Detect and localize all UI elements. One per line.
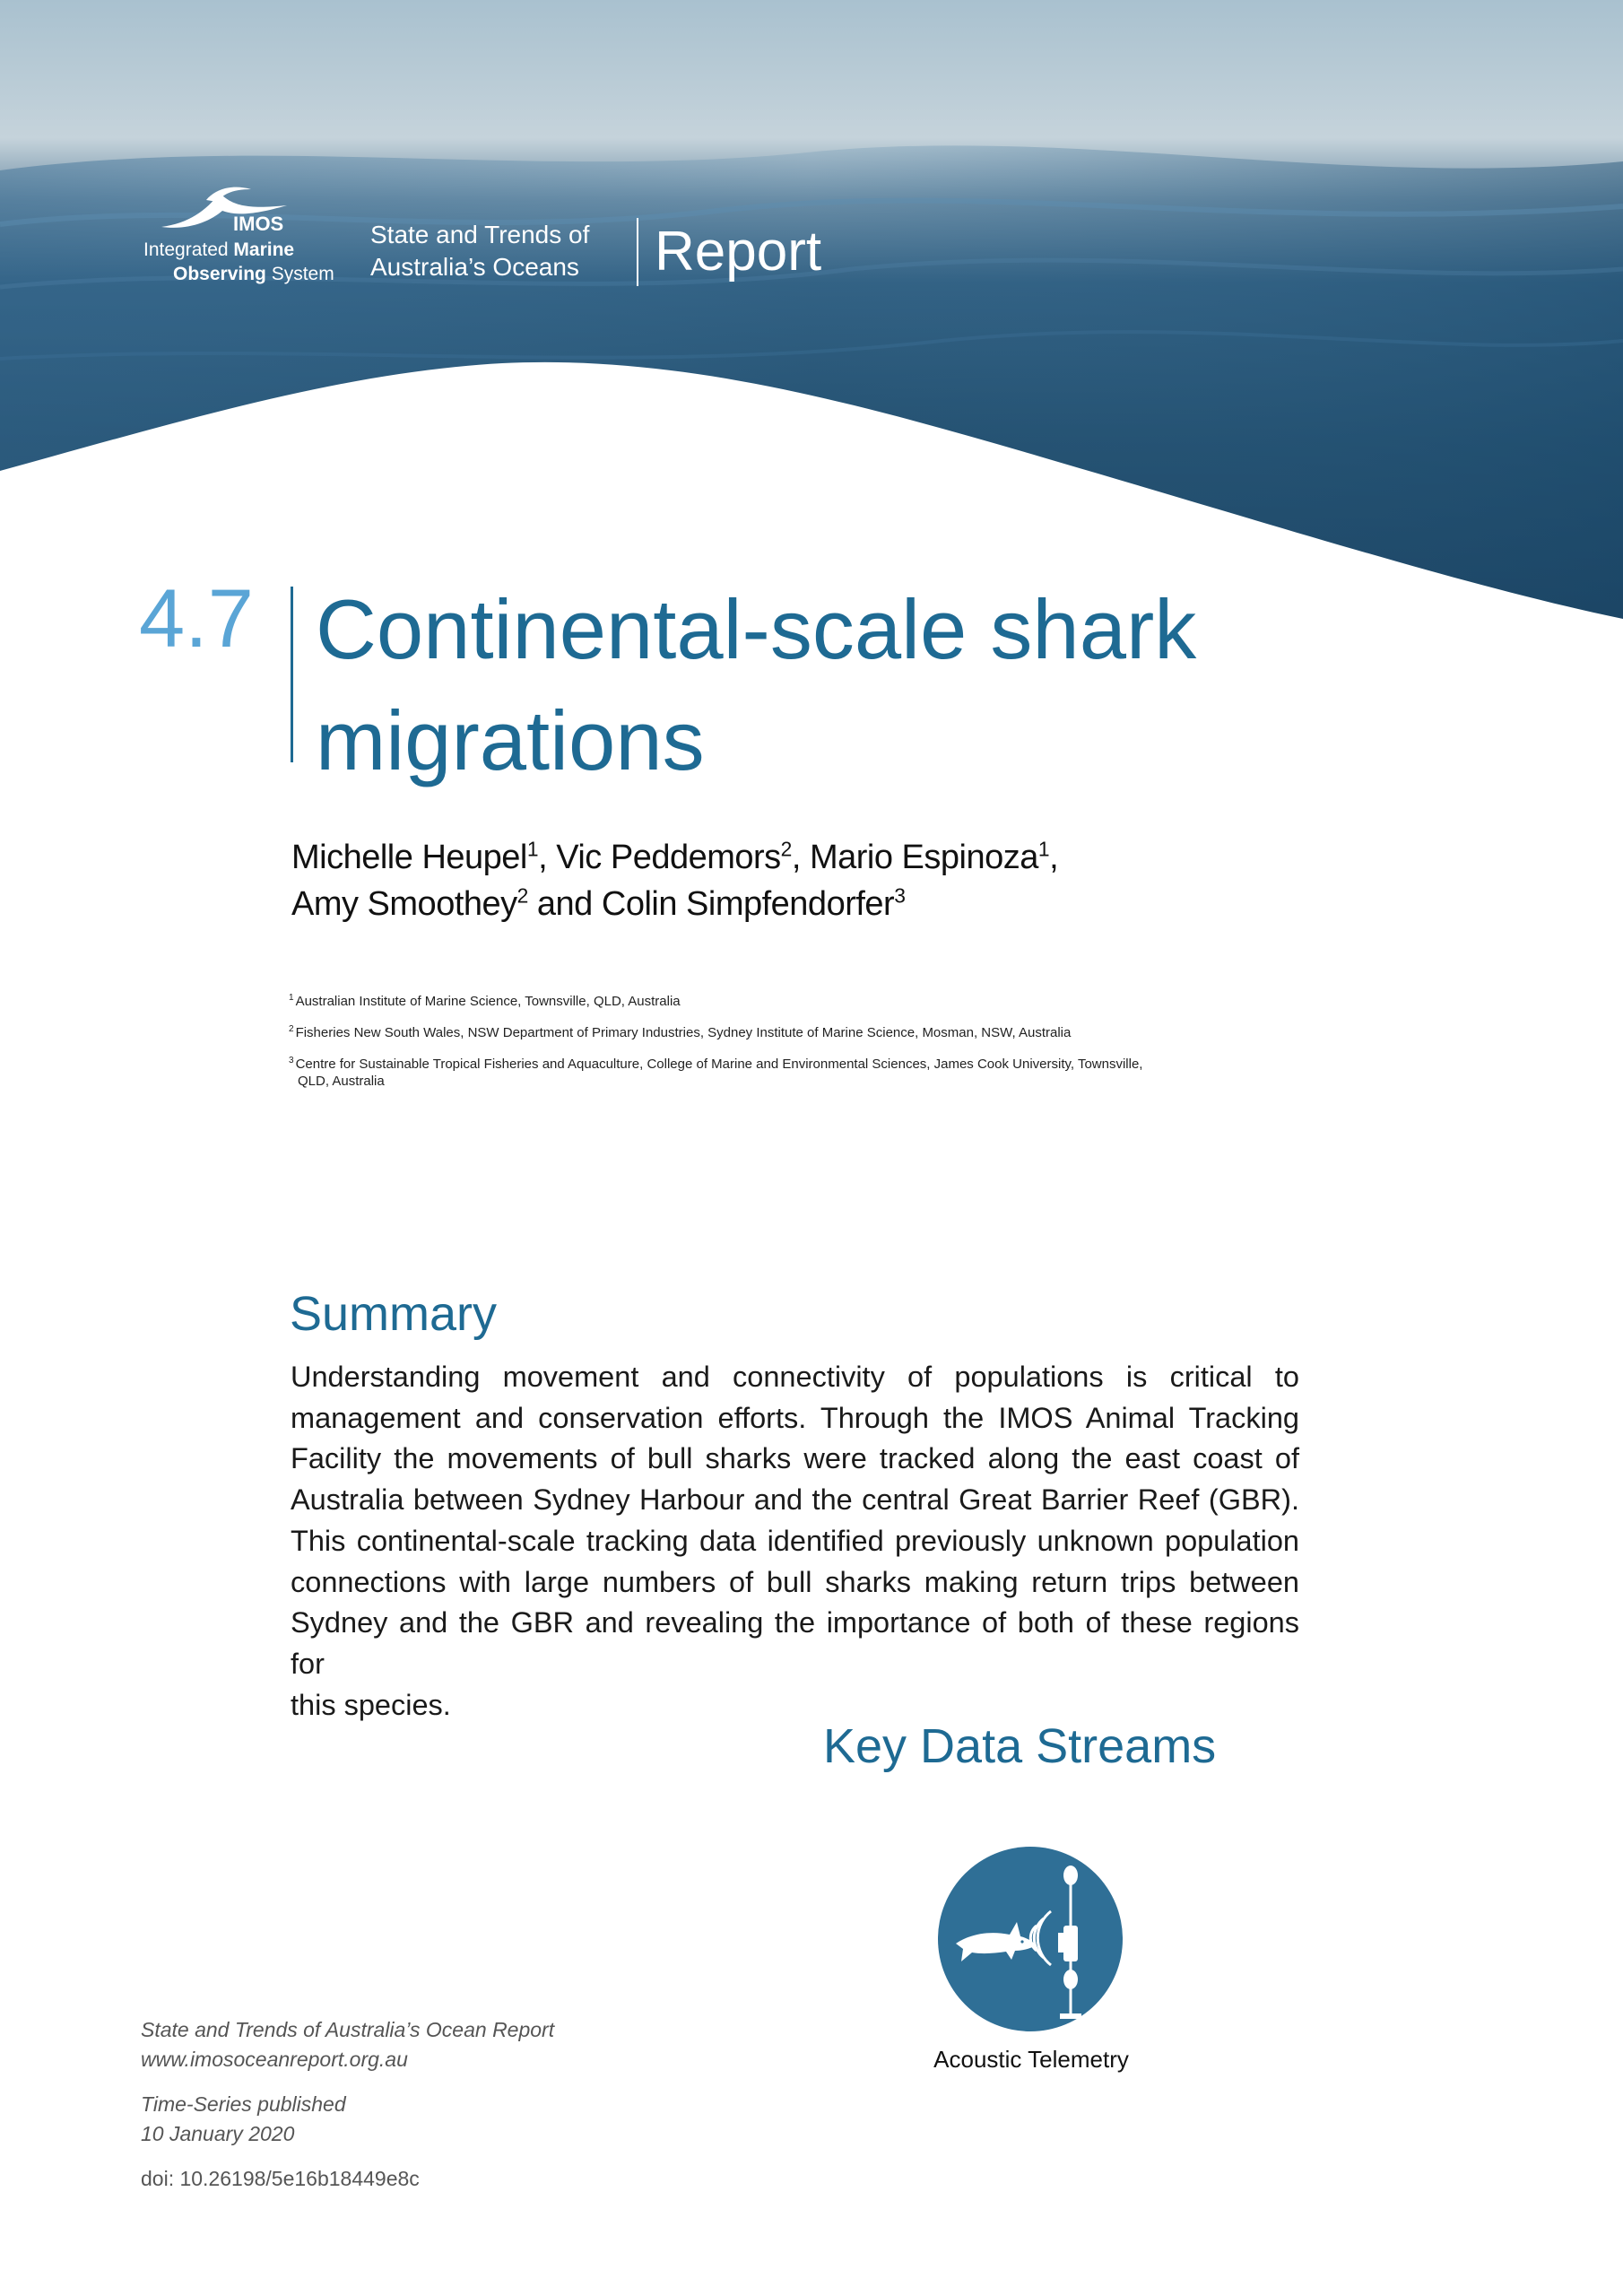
summary-line: connections with large numbers of bull sharks making return trips between (291, 1565, 1299, 1598)
acoustic-telemetry-label: Acoustic Telemetry (933, 2046, 1129, 2073)
authors-line2 (291, 881, 1058, 927)
logo-line2-bold: Observing (173, 264, 266, 284)
section-number: 4.7 (139, 573, 254, 665)
page-title-line1: Continental-scale shark (316, 582, 1197, 676)
page-title (316, 574, 1196, 796)
author-name: Colin Simpfendorfer (601, 885, 895, 923)
series-line2: Australia’s Oceans (370, 253, 579, 281)
imos-logo-line1 (143, 239, 294, 261)
imos-logo-acronym: IMOS (233, 213, 284, 235)
author-name: Mario Espinoza (809, 839, 1038, 876)
affiliation-number: 1 (289, 993, 294, 1003)
report-label: Report (655, 221, 822, 283)
footer-report-name: State and Trends of Australia’s Ocean Report (141, 2018, 555, 2041)
affiliation-item (289, 1052, 1311, 1073)
affiliation-item (289, 1073, 1311, 1090)
author-name: Vic Peddemors (556, 839, 781, 876)
author-affil-sup: 2 (516, 883, 528, 908)
author-affil-sup: 1 (1037, 837, 1050, 861)
author-separator: , (538, 839, 557, 876)
header-divider (637, 218, 638, 286)
footer-website-link[interactable]: www.imosoceanreport.org.au (141, 2048, 408, 2071)
author-affil-sup: 2 (780, 837, 792, 861)
series-line1: State and Trends of (370, 221, 590, 248)
author-separator: and (527, 885, 602, 923)
acoustic-telemetry-stream[interactable] (933, 1845, 1130, 2078)
footer-published-date: 10 January 2020 (141, 2122, 295, 2145)
author-affil-sup: 1 (526, 837, 539, 861)
authors-line1 (291, 834, 1058, 881)
affiliation-item (289, 1021, 1311, 1041)
author-name: Amy Smoothey (291, 885, 517, 923)
ocean-header-image (0, 0, 1623, 628)
summary-heading: Summary (290, 1287, 498, 1341)
summary-line: Australia between Sydney Harbour and the central Great Barrier Reef (GBR). (291, 1483, 1299, 1517)
author-name: Michelle Heupel (291, 839, 527, 876)
footer-report-info (141, 2015, 554, 2074)
key-data-heading: Key Data Streams (823, 1719, 1217, 1773)
author-affil-sup: 3 (894, 883, 906, 908)
summary-line: Understanding movement and connectivity of populations is critical to (291, 1361, 1299, 1393)
logo-line1-bold: Marine (233, 239, 295, 260)
footer-doi[interactable]: doi: 10.26198/5e16b18449e8c (141, 2167, 420, 2190)
imos-logo[interactable] (139, 184, 354, 291)
affiliations (289, 989, 1311, 1090)
affiliation-text: QLD, Australia (298, 1074, 385, 1089)
summary-line: this species. (291, 1688, 451, 1721)
footer-published-line1: Time-Series published (141, 2092, 346, 2116)
series-title (370, 219, 589, 283)
author-separator: , (791, 839, 810, 876)
affiliation-text: Centre for Sustainable Tropical Fisheries and Aquaculture, College of Marine and Environmental Sciences, James Cook University, Townsville, (295, 1057, 1143, 1072)
author-separator: , (1049, 839, 1059, 876)
affiliation-text: Australian Institute of Marine Science, Townsville, QLD, Australia (295, 994, 681, 1009)
logo-line1-light: Integrated (143, 239, 234, 260)
affiliation-item (289, 989, 1311, 1010)
imos-logo-line2 (173, 264, 334, 285)
acoustic-telemetry-icon (936, 1845, 1124, 2033)
title-divider (291, 587, 293, 762)
affiliation-text: Fisheries New South Wales, NSW Department of Primary Industries, Sydney Institute of Marine Science, Mosman, NSW, Australia (295, 1025, 1072, 1040)
summary-line: This continental-scale tracking data identified previously unknown population (291, 1524, 1299, 1557)
footer-published (141, 2090, 346, 2149)
summary-line: Sydney and the GBR and revealing the importance of both of these regions for (291, 1606, 1299, 1680)
authors (291, 834, 1058, 927)
affiliation-number: 2 (289, 1024, 294, 1034)
affiliation-number: 3 (289, 1056, 294, 1065)
page-title-line2: migrations (316, 693, 705, 787)
summary-line: management and conservation efforts. Through the IMOS Animal Tracking (291, 1401, 1299, 1434)
summary-line: Facility the movements of bull sharks were tracked along the east coast of (291, 1442, 1299, 1475)
logo-line2-light: System (265, 264, 334, 284)
summary-body (291, 1357, 1299, 1726)
